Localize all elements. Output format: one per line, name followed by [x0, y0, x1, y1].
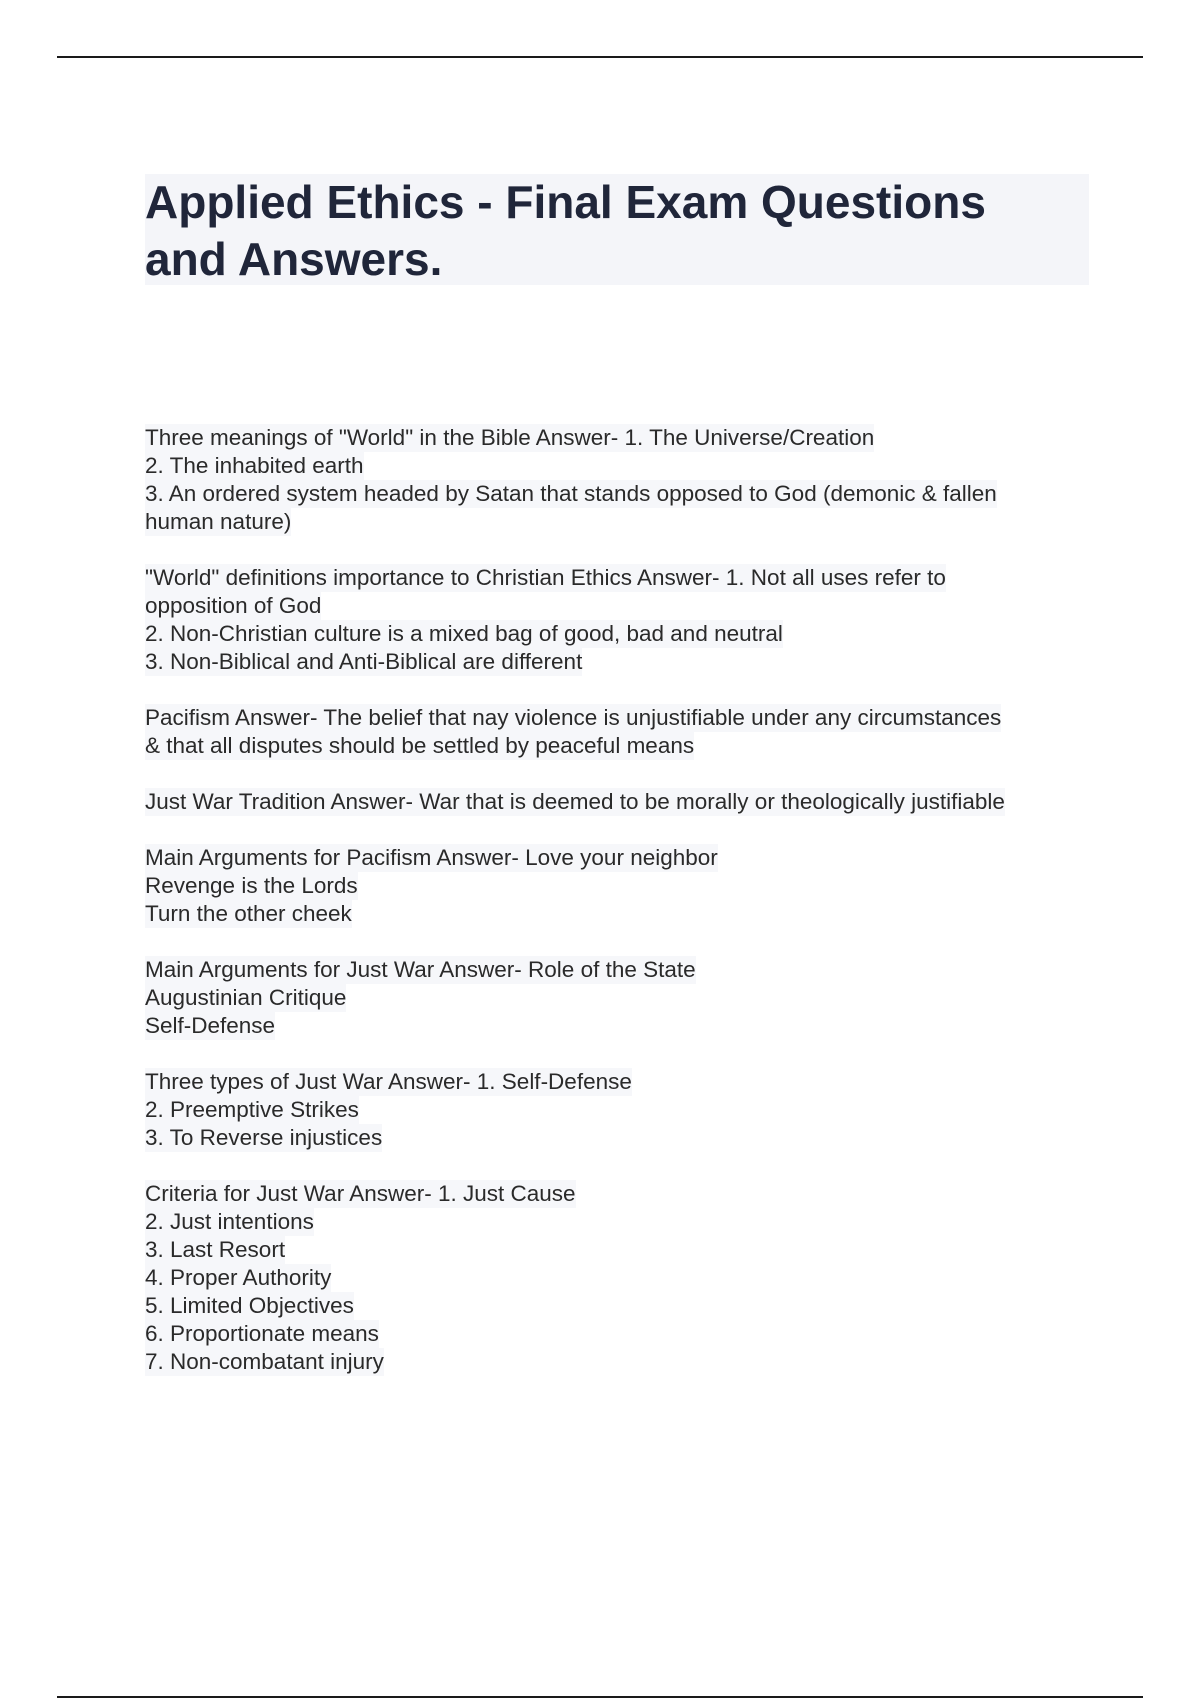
top-divider — [57, 56, 1143, 58]
qa-line: Criteria for Just War Answer- 1. Just Cause — [145, 1181, 576, 1206]
qa-line: 2. The inhabited earth — [145, 453, 364, 478]
qa-line: Self-Defense — [145, 1013, 276, 1038]
qa-line: Main Arguments for Just War Answer- Role of the State — [145, 957, 696, 982]
bottom-divider — [57, 1696, 1143, 1698]
qa-line: Turn the other cheek — [145, 901, 352, 926]
qa-line: 3. Non-Biblical and Anti-Biblical are different — [145, 649, 583, 674]
qa-line: Just War Tradition Answer- War that is deemed to be morally or theologically justifiable — [145, 789, 1005, 814]
qa-item — [145, 1180, 1105, 1376]
title-line-1: Applied Ethics - Final Exam Questions — [145, 176, 986, 228]
qa-item — [145, 704, 1105, 760]
qa-item — [145, 844, 1105, 928]
qa-item — [145, 424, 1105, 536]
qa-line: opposition of God — [145, 593, 322, 618]
qa-line: 7. Non-combatant injury — [145, 1349, 384, 1374]
qa-item — [145, 1068, 1105, 1152]
qa-line: 3. Last Resort — [145, 1237, 286, 1262]
title-line-2: and Answers. — [145, 233, 443, 285]
qa-line: & that all disputes should be settled by peaceful means — [145, 733, 695, 758]
qa-line: Revenge is the Lords — [145, 873, 358, 898]
qa-item — [145, 788, 1105, 816]
qa-line: Augustinian Critique — [145, 985, 347, 1010]
qa-line: 2. Non-Christian culture is a mixed bag of good, bad and neutral — [145, 621, 783, 646]
qa-line: Main Arguments for Pacifism Answer- Love your neighbor — [145, 845, 718, 870]
qa-line: "World" definitions importance to Christian Ethics Answer- 1. Not all uses refer to — [145, 565, 946, 590]
qa-line: 2. Just intentions — [145, 1209, 314, 1234]
qa-line: 6. Proportionate means — [145, 1321, 379, 1346]
title-block — [145, 174, 1089, 285]
qa-line: 3. An ordered system headed by Satan that stands opposed to God (demonic & fallen — [145, 481, 997, 506]
qa-item — [145, 564, 1105, 676]
qa-line: Three types of Just War Answer- 1. Self-Defense — [145, 1069, 632, 1094]
qa-line: Three meanings of "World" in the Bible Answer- 1. The Universe/Creation — [145, 425, 875, 450]
qa-line: 3. To Reverse injustices — [145, 1125, 383, 1150]
qa-line: human nature) — [145, 509, 292, 534]
qa-line: 5. Limited Objectives — [145, 1293, 354, 1318]
qa-line: Pacifism Answer- The belief that nay violence is unjustifiable under any circumstances — [145, 705, 1002, 730]
qa-line: 2. Preemptive Strikes — [145, 1097, 359, 1122]
document-title — [145, 174, 1089, 288]
qa-line: 4. Proper Authority — [145, 1265, 332, 1290]
qa-list — [145, 424, 1105, 1404]
qa-item — [145, 956, 1105, 1040]
